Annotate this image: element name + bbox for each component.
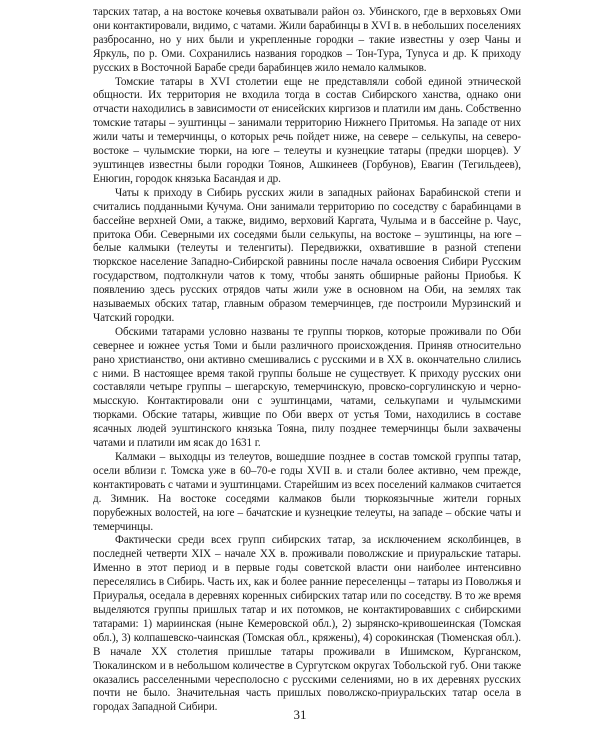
paragraph-tomsk-tatars: Томские татары в XVI столетии еще не представляли собой единой этнической общности. Их территория не входила тогда в состав Сибирского ханства, однако они отчасти находились в зависимости от енисейских киргизов и платили им дань. Собственно томские татары – эуштинцы – занимали территорию Нижнего Притомья. На западе от них жили чаты и темерчинцы, о которых речь пойдет ниже, на севере – селькупы, на северо-востоке – чулымские тюрки, на юге – телеуты и кузнецкие татары (предки шорцев). У эуштинцев известны были городки Тоянов, Ашкинеев (Горбунов), Евагин (Тегильдеев), Енюгин, городок князька Басандая и др. (93, 75, 521, 185)
paragraph-kalmaki: Калмаки – выходцы из телеутов, вошедшие позднее в состав томской группы татар, осели вблизи г. Томска уже в 60–70-е годы XVII в. и стали более активно, чем прежде, контактировать с чатами и эуштинцами. Старейшим из всех поселений калмаков считается д. Зимник. На востоке соседями калмаков были тюркоязычные жители горных порубежных волостей, на юге – бачатские и кузнецкие телеуты, на западе – обские чаты и темерчинцы. (93, 451, 521, 533)
paragraph-chaty: Чаты к приходу в Сибирь русских жили в западных районах Барабинской степи и считались подданными Кучума. Они занимали территорию по соседству с барабинцами в бассейне верхней Оми, а также, видимо, верховий Каргата, Чулыма и в бассейне р. Чаус, притока Оби. Северными их соседями были селькупы, на востоке – эуштинцы, на юге – белые калмыки (телеуты и теленгиты). Передвижки, охватившие в разной степени тюркское население Западно-Сибирской равнины после начала освоения Сибири Русским государством, подтолкнули чатов к тому, чтобы занять обширные районы Приобья. К появлению здесь русских отрядов чаты жили уже в основном на Оби, на землях так называемых обских татар, главным образом темерчинцев, где построили Мурзинский и Чатский городки. (93, 186, 521, 324)
text-column (93, 6, 521, 715)
paragraph-ob-tatars: Обскими татарами условно названы те группы тюрков, которые проживали по Оби севернее и южнее устья Томи и были различного происхождения. Приняв относительно рано христианство, они активно смешивались с русскими и в XX в. окончательно слились с ними. В настоящее время такой группы больше не существует. К приходу русских они составляли четыре группы – шегарскую, темерчинскую, провско-соргулинскую и черно-мысскую. Контактировали они с эуштинцами, чатами, селькупами и чулымскими тюрками. Обские татары, живщие по Оби вверх от устья Томи, находились в составе ясачных людей эуштинского князька Тояна, пилу позднее темерчинцы были захвачены чатами и платили им ясак до 1631 г. (93, 325, 521, 450)
paragraph-volga-ural-tatars: Фактически среди всех групп сибирских татар, за исключением ясколбинцев, в последней четверти XIX – начале XX в. проживали поволжские и приуральские татары. Именно в этот период и в первые годы советской власти они наиболее интенсивно переселялись в Сибирь. Часть их, как и более ранние переселенцы – татары из Поволжья и Приуралья, оседала в деревнях коренных сибирских татар или по соседству. В то же время выделяются группы пришлых татар и их потомков, не контактировавших с сибирскими татарами: 1) мариинская (ныне Кемеровской обл.), 2) зырянско-кривошеинская (Томская обл.), 3) колпашевско-чаинская (Томская обл., кряжены), 4) сорокинская (Тюменская обл.). В начале XX столетия пришлые татары проживали в Ишимском, Курганском, Тюкалинском и в небольшом количестве в Сургутском округах Тобольской губ. Они также оказались расселенными чересполосно с русскими селениями, но в их деревнях русских почти не было. Значительная часть пришлых поволжско-приуральских татар осела в городах Западной Сибири. (93, 534, 521, 714)
paragraph-barabintsy-end: тарских татар, а на востоке кочевья охватывали район оз. Убинского, где в верховьях Оми они контактировали, видимо, с чатами. Жили барабинцы в XVI в. в небольших поселениях разбросанно, но у них были и укрепленные городки – такие известны у озер Чаны и Яркуль, по р. Оми. Сохранились названия городков – Тон-Тура, Туnуса и др. К приходу русских в Восточной Барабе среди барабинцев жило немало калмыков. (93, 6, 521, 74)
page-number: 31 (293, 707, 307, 722)
